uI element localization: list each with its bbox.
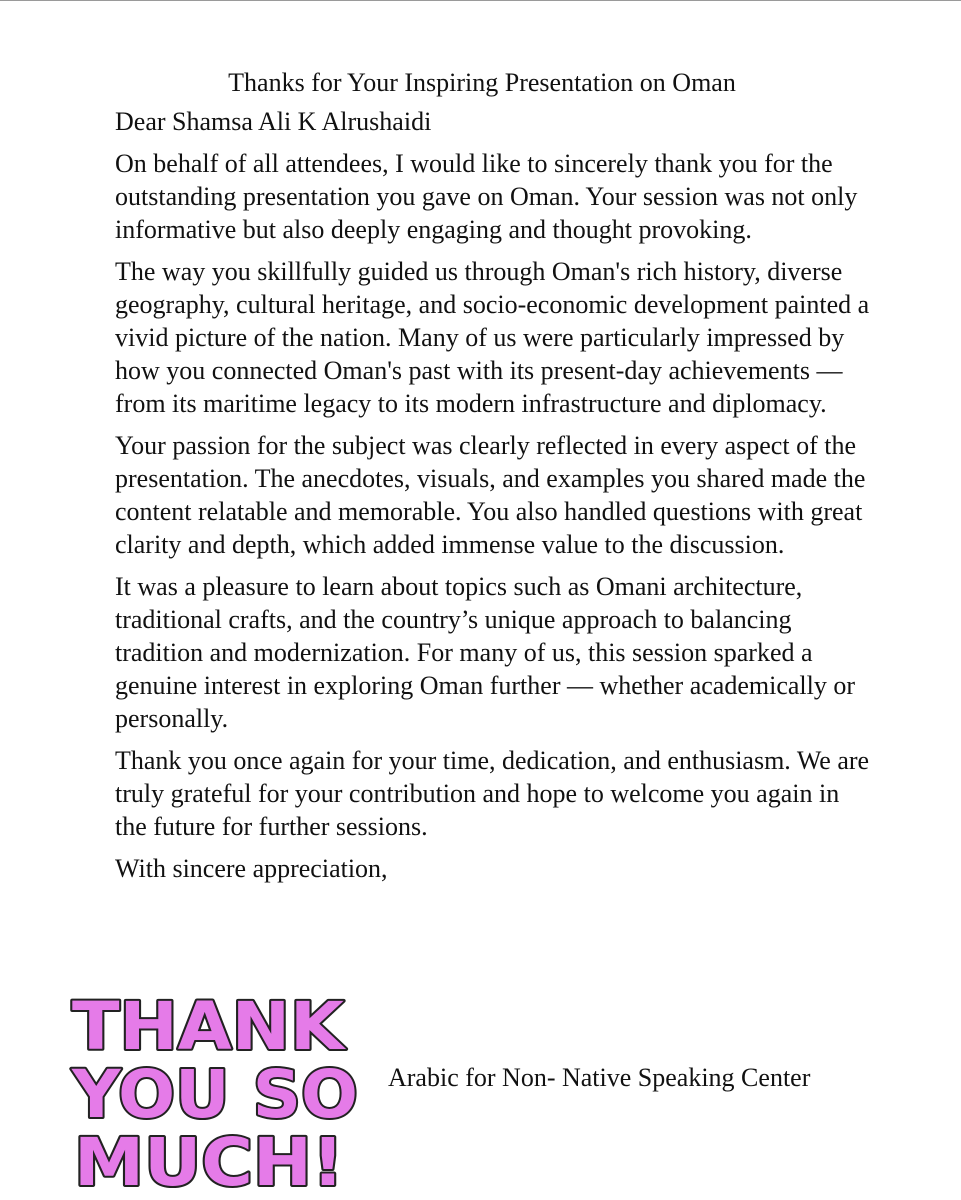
paragraph-topics: It was a pleasure to learn about topics such as Omani architecture, traditional crafts, and the country’s unique approach to balancing tradition and modernization. For many of us, this session sparked a genuine interest in exploring Oman further — whether academically or personally. [115, 572, 856, 733]
letter-body [115, 66, 875, 885]
paragraph-history: The way you skillfully guided us through Oman's rich history, diverse geography, cultural heritage, and socio-economic development painted a vivid picture of the nation. Many of us were particularly impressed by how you connected Oman's past with its present-day achievements — from its maritime legacy to its modern infrastructure and diplomacy. [115, 257, 870, 418]
thank-you-sticker-graphic [60, 985, 370, 1195]
sticker-line-3: MUCH! [74, 1124, 344, 1195]
sender-name: Arabic for Non- Native Speaking Center [388, 1063, 811, 1092]
sticker-line-2: YOU SO [70, 1056, 358, 1133]
sticker-line-1: THANK [72, 988, 348, 1065]
paragraph-thanks: On behalf of all attendees, I would like to sincerely thank you for the outstanding presentation you gave on Oman. Your session was not only informative but also deeply engaging and thought provoking. [115, 149, 858, 244]
letter-title: Thanks for Your Inspiring Presentation on Oman [228, 68, 736, 97]
letter-greeting: Dear Shamsa Ali K Alrushaidi [115, 107, 432, 136]
paragraph-passion: Your passion for the subject was clearly reflected in every aspect of the presentation. The anecdotes, visuals, and examples you shared made the content relatable and memorable. You also handled questions with great clarity and depth, which added immense value to the discussion. [115, 431, 866, 559]
top-border-line [0, 0, 961, 1]
letter-closing: With sincere appreciation, [115, 854, 388, 883]
thank-you-sticker [60, 985, 370, 1195]
paragraph-gratitude: Thank you once again for your time, dedication, and enthusiasm. We are truly grateful for your contribution and hope to welcome you again in the future for further sessions. [115, 746, 870, 841]
